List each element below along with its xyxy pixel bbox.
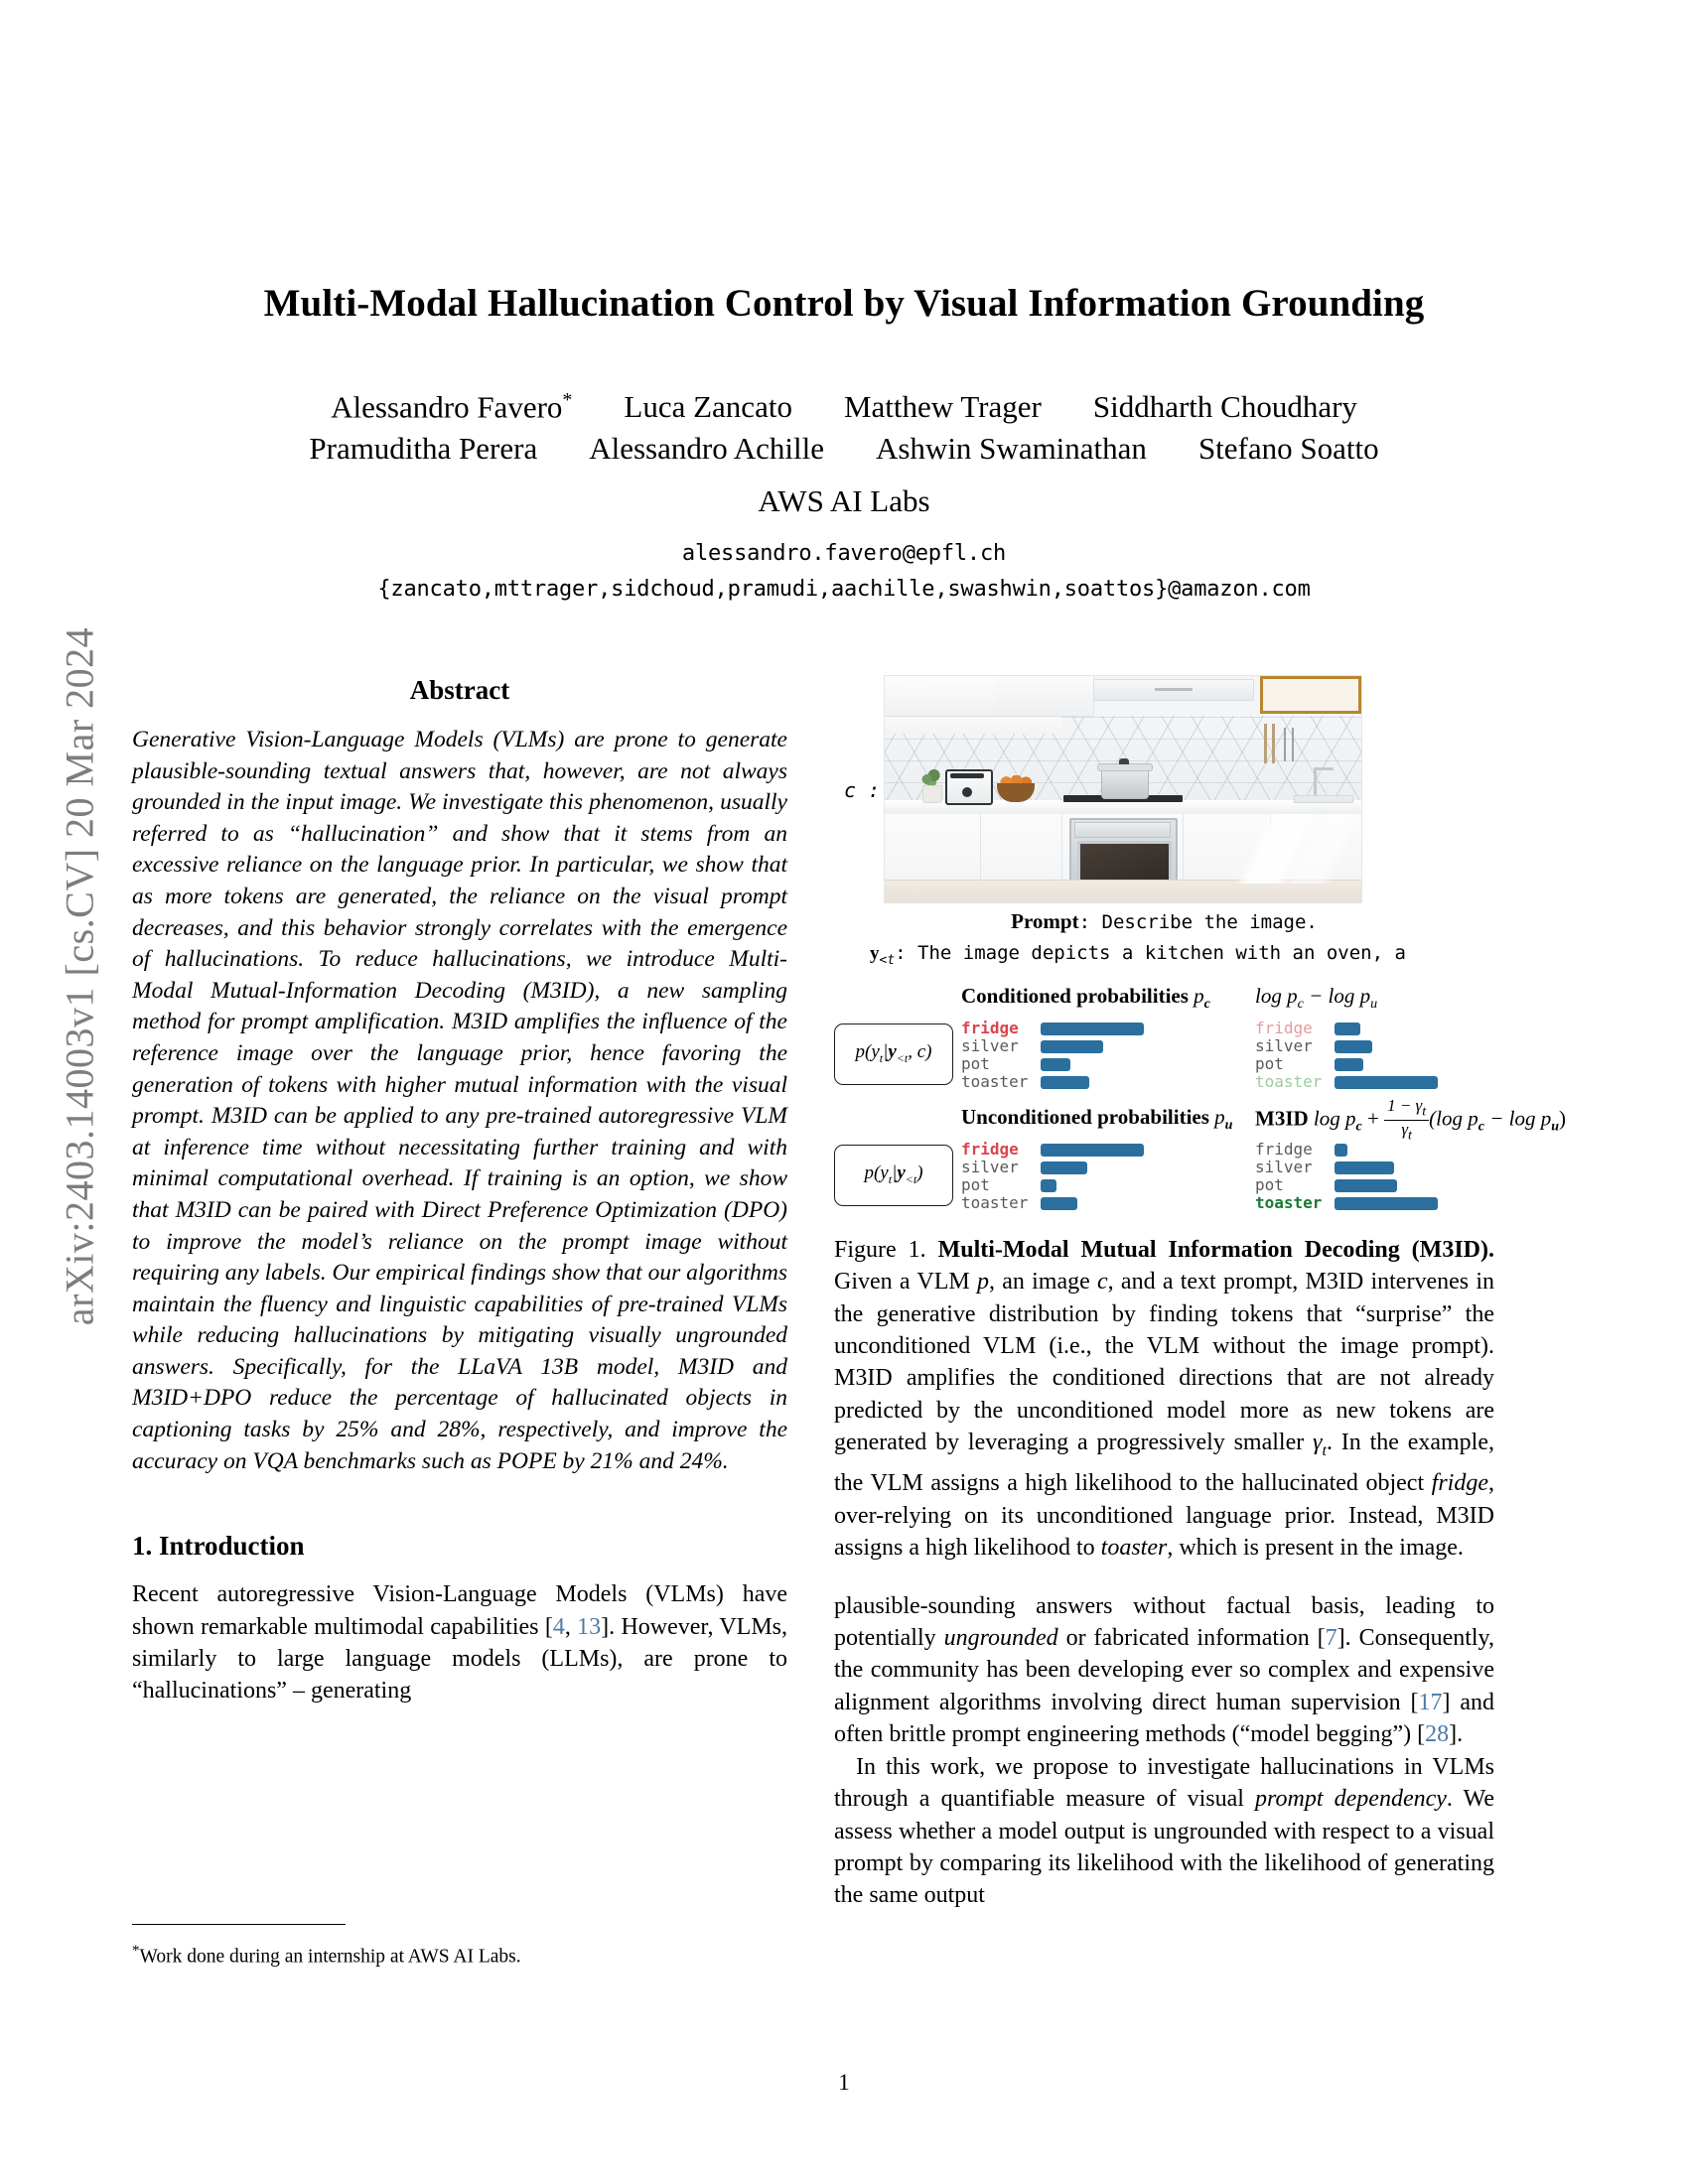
token-label-silver: silver	[961, 1035, 1019, 1055]
sunlight-reflection	[1183, 814, 1361, 884]
author: Matthew Trager	[843, 389, 1042, 425]
token-label-fridge: fridge	[961, 1018, 1019, 1037]
left-column	[132, 675, 787, 1707]
token-label-silver: silver	[961, 1157, 1019, 1176]
m3id-frac-numerator: 1 − γ	[1387, 1095, 1423, 1115]
token-bar-toaster	[1335, 1197, 1438, 1210]
citation-28[interactable]: 28	[1425, 1721, 1450, 1748]
token-bar-fridge	[1041, 1023, 1144, 1035]
range-hood-vent	[1155, 688, 1193, 691]
figure-image-row	[834, 675, 1494, 905]
potted-plant-leaves	[920, 767, 942, 787]
figure-prompt-line	[834, 909, 1494, 934]
token-bar-pot	[1041, 1058, 1070, 1071]
probability-panel-row-2	[834, 1095, 1566, 1212]
page-title: Multi-Modal Hallucination Control by Visual Information Grounding	[263, 282, 1425, 325]
conditioned-distribution-box	[834, 1024, 953, 1085]
generation-subscript: <t	[879, 952, 896, 968]
token-bar-pot	[1041, 1179, 1056, 1192]
panel-title-unconditioned: Unconditioned probabilities $p_u$	[961, 1104, 1233, 1133]
author: Pramuditha Perera	[309, 431, 538, 466]
token-bar-silver	[1041, 1161, 1087, 1174]
token-label-toaster: toaster	[1255, 1192, 1323, 1212]
citation-13[interactable]: 13	[577, 1613, 602, 1640]
token-bar-toaster	[1041, 1076, 1089, 1089]
generation-text: : The image depicts a kitchen with an oven, a	[895, 942, 1406, 964]
intro-text-a: Recent autoregressive Vision-Language Models (VLMs) have shown remarkable multimodal capabilities [	[132, 1581, 787, 1640]
upper-cabinet-left	[885, 676, 995, 717]
toaster-slot	[950, 773, 984, 778]
token-bar-fridge	[1335, 1144, 1347, 1157]
shelf-interior	[1263, 679, 1358, 711]
arxiv-stamp: arXiv:2403.14003v1 [cs.CV] 20 Mar 2024	[57, 626, 102, 1326]
prompt-label: Prompt	[1011, 909, 1079, 933]
abstract-text: Generative Vision-Language Models (VLMs) are prone to generate plausible-sounding textual answers that, however, are not always grounded in the input image. We investigate this phenomenon, usually referred to as “hallucination” and show that it stems from an excessive reliance on the language prior. In particular, we show that as more tokens are generated, the reliance on the visual prompt decreases, and this behavior strongly correlates with the emergence of hallucinations. To reduce hallucinations, we introduce Multi-Modal Mutual-Information Decoding (M3ID), a new sampling method for prompt amplification. M3ID amplifies the influence of the reference image over the language prior, hence favoring the generation of tokens with higher mutual information with the visual prompt. M3ID can be applied to any pre-trained autoregressive VLM at inference time without necessitating further training and with minimal computational overhead. If training is an option, we show that M3ID can be paired with Direct Preference Optimization (DPO) to improve the model’s reliance on the prompt image without requiring any labels. Our empirical findings show that our algorithms maintain the fluency and linguistic capabilities of pre-trained VLMs while reducing hallucinations by mitigating visually ungrounded answers. Specifically, for the LLaVA 13B model, M3ID and M3ID+DPO reduce the percentage of hallucinated objects in captioning tasks by 25% and 28%, respectively, and improve the accuracy on VQA benchmarks such as POPE by 21% and 24%.	[132, 727, 787, 1474]
oven-control-panel	[1074, 822, 1171, 838]
upper-cabinet-mid	[994, 676, 1094, 717]
hanging-utensils	[1260, 724, 1300, 769]
author: Stefano Soatto	[1197, 431, 1379, 466]
token-label-pot: pot	[1255, 1174, 1284, 1194]
abstract-heading: Abstract	[409, 675, 510, 705]
token-bar-fridge	[1041, 1144, 1144, 1157]
author: Luca Zancato	[624, 389, 792, 425]
unconditioned-box-formula: $p(y_t|y_{<t})$	[864, 1162, 923, 1187]
token-label-silver: silver	[1255, 1157, 1313, 1176]
citation-4[interactable]: 4	[552, 1613, 565, 1640]
right-column-paragraph-2: In this work, we propose to investigate hallucinations in VLMs through a quantifiable measure of visual prompt dependency. We assess whether a model output is ungrounded with respect to a visual prompt by comparing its likelihood with the likelihood of generating the same output	[834, 1753, 1494, 1909]
figure-1	[834, 675, 1566, 1565]
footnote-marker: *	[132, 1943, 140, 1959]
pot-lid-knob	[1119, 758, 1129, 764]
panel-title-conditioned: Conditioned probabilities $p_c$	[961, 983, 1210, 1012]
token-bar-silver	[1335, 1040, 1372, 1053]
token-bar-pot	[1335, 1179, 1397, 1192]
right-column	[834, 675, 1566, 1912]
token-label-fridge: fridge	[1255, 1018, 1313, 1037]
email-group: {zancato,mttrager,sidchoud,pramudi,aachille,swashwin,soattos}@amazon.com	[377, 577, 1311, 602]
backsplash-upper-left	[885, 716, 1061, 734]
m3id-frac-denominator: γ	[1401, 1119, 1409, 1139]
citation-17[interactable]: 17	[1418, 1689, 1443, 1715]
author: Ashwin Swaminathan	[875, 431, 1147, 466]
right-column-paragraph-1: plausible-sounding answers without factual basis, leading to potentially ungrounded or fabricated information [7]. Consequently, the community has been developing ever so complex and expensive alignment algorithms involving direct human supervision [17] and often brittle prompt engineering methods (“model begging”) [28].	[834, 1592, 1494, 1748]
introduction-paragraph-1	[132, 1578, 787, 1707]
panel-title-m3id: M3ID $\log p_c$ + $\frac{1 - \gamma_t}{\gamma_t}$ (log $p_c - \log p_u$)	[1255, 1095, 1566, 1144]
panel-title-logdiff: $\log p_c - \log p_u$	[1255, 983, 1378, 1012]
conditioned-box-formula: $p(y_t|y_{<t}$, c)	[855, 1041, 932, 1066]
token-label-pot: pot	[961, 1174, 990, 1194]
pot-lid	[1097, 763, 1153, 771]
page-number: 1	[838, 2070, 850, 2095]
token-label-toaster: toaster	[961, 1192, 1029, 1212]
sink	[1294, 795, 1353, 803]
author-row-1	[149, 389, 1539, 425]
affiliation: AWS AI Labs	[758, 483, 930, 518]
figure-generation-line	[834, 942, 1494, 968]
token-label-toaster: toaster	[1255, 1071, 1323, 1091]
token-label-fridge: fridge	[1255, 1139, 1313, 1159]
author-footnote-marker: *	[562, 389, 573, 411]
citation-7[interactable]: 7	[1325, 1625, 1337, 1652]
token-bar-toaster	[1041, 1197, 1077, 1210]
figure-caption: Figure 1. Multi-Modal Mutual Information Decoding (M3ID). Given a VLM p, an image c, and a text prompt, M3ID intervenes in the generative distribution by finding tokens that “surprise” the unconditioned VLM (i.e., the VLM without the image prompt). M3ID amplifies the conditioned directions that are not already predicted by the unconditioned model more as new tokens are generated by leveraging a progressively smaller $\gamma_t$. In the example, the VLM assigns a high likelihood to the hallucinated object fridge, over-relying on its unconditioned language prior. Instead, M3ID assigns a high likelihood to toaster, which is present in the image.	[834, 1236, 1495, 1562]
author: Alessandro Achille	[589, 431, 824, 466]
intro-text-b: ]. However, VLMs, similarly to large language models (LLMs), are prone to “hallucinations” – generating	[132, 1613, 788, 1705]
token-bar-toaster	[1335, 1076, 1438, 1089]
author: Alessandro Favero*	[331, 389, 573, 425]
prompt-text: Describe the image.	[1101, 911, 1318, 933]
probability-panel-row-1	[834, 984, 1494, 1091]
author-row-2	[149, 431, 1539, 467]
token-bar-pot	[1335, 1058, 1363, 1071]
prompt-colon: :	[1078, 911, 1091, 933]
unconditioned-distribution-box	[834, 1145, 953, 1206]
citation-separator: ,	[564, 1613, 578, 1640]
figure-caption-title: Multi-Modal Mutual Information Decoding (M3ID).	[937, 1236, 1494, 1263]
footnote-divider	[132, 1924, 346, 1925]
toaster-knob	[962, 787, 972, 797]
introduction-heading: 1. Introduction	[132, 1531, 305, 1562]
token-bar-silver	[1041, 1040, 1103, 1053]
footnote-text: Work done during an internship at AWS AI Labs.	[139, 1946, 521, 1968]
token-label-toaster: toaster	[961, 1071, 1029, 1091]
token-bar-fridge	[1335, 1023, 1360, 1035]
plant-pot	[922, 785, 942, 803]
image-variable-label: c :	[844, 778, 881, 802]
token-label-pot: pot	[961, 1053, 990, 1073]
token-bar-silver	[1335, 1161, 1394, 1174]
footnote	[132, 1938, 787, 1971]
author: Siddharth Choudhary	[1092, 389, 1357, 425]
kitchen-photo	[884, 675, 1362, 903]
email-primary: alessandro.favero@epfl.ch	[681, 541, 1007, 566]
token-label-silver: silver	[1255, 1035, 1313, 1055]
cooking-pot	[1101, 767, 1149, 799]
token-label-fridge: fridge	[961, 1139, 1019, 1159]
token-label-pot: pot	[1255, 1053, 1284, 1073]
generation-variable: y	[870, 943, 880, 964]
